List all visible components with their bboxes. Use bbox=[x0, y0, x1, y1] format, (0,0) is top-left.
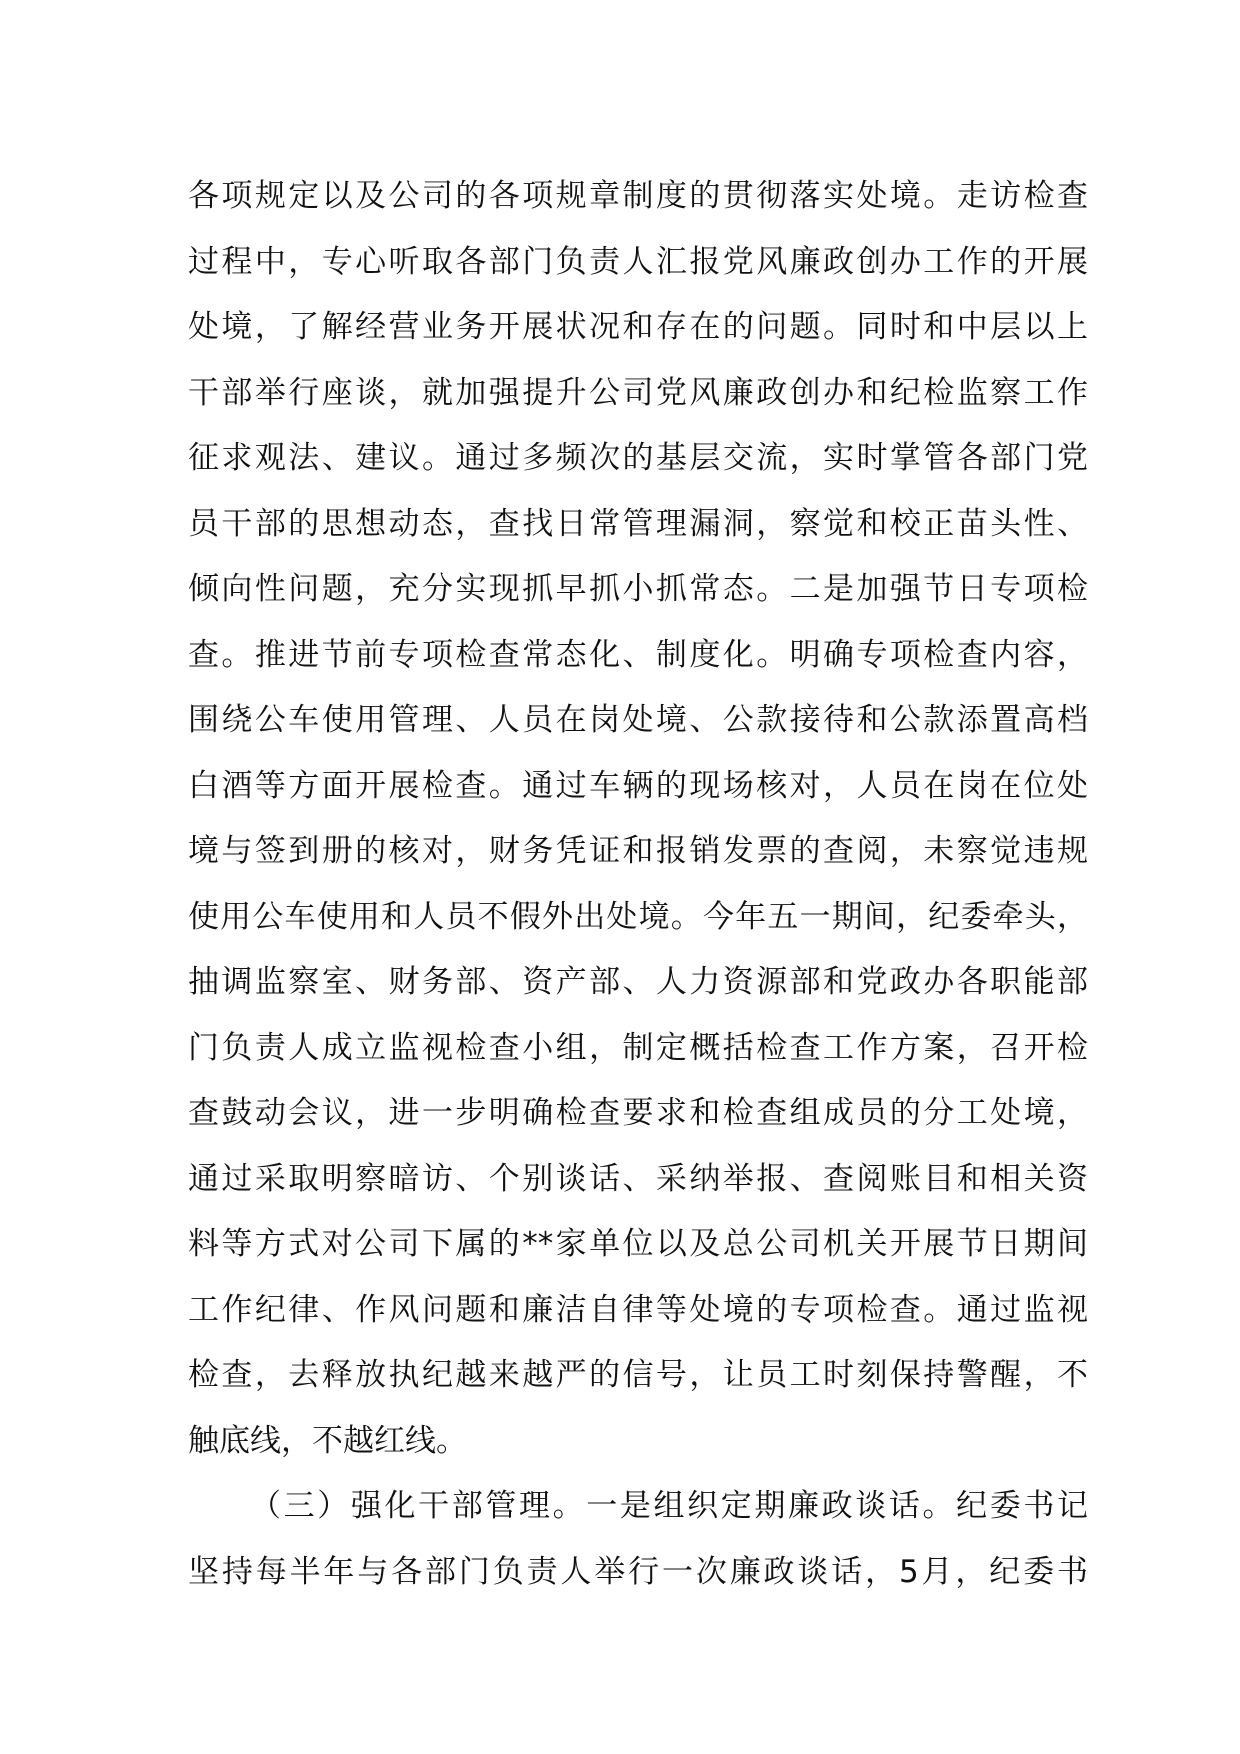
text-line-7: 倾向性问题，充分实现抓早抓小抓常态。二是加强节日专项检 bbox=[188, 571, 1088, 607]
text-line-14: 门负责人成立监视检查小组，制定概括检查工作方案，召开检 bbox=[188, 1029, 1088, 1066]
text-line-1: 各项规定以及公司的各项规章制度的贯彻落实处境。走访检查 bbox=[188, 178, 1088, 214]
text-line-18: 工作纪律、作风问题和廉洁自律等处境的专项检查。通过监视 bbox=[188, 1291, 1088, 1328]
text-line-9: 围绕公车使用管理、人员在岗处境、公款接待和公款添置高档 bbox=[188, 702, 1088, 738]
text-line-20: 触底线，不越红线。 bbox=[188, 1422, 467, 1459]
text-line-3: 处境，了解经营业务开展状况和存在的问题。同时和中层以上 bbox=[188, 309, 1088, 345]
text-line-2: 过程中，专心听取各部门负责人汇报党风廉政创办工作的开展 bbox=[188, 243, 1088, 280]
text-line-16: 通过采取明察暗访、个别谈话、采纳举报、查阅账目和相关资 bbox=[188, 1160, 1088, 1197]
body-text bbox=[188, 164, 1088, 1605]
text-line-15: 查鼓动会议，进一步明确检查要求和检查组成员的分工处境， bbox=[188, 1095, 1088, 1131]
text-line-5: 征求观法、建议。通过多频次的基层交流，实时掌管各部门党 bbox=[188, 440, 1088, 476]
text-line-11: 境与签到册的核对，财务凭证和报销发票的查阅，未察觉违规 bbox=[188, 833, 1088, 869]
text-line-17: 料等方式对公司下属的**家单位以及总公司机关开展节日期间 bbox=[188, 1226, 1088, 1262]
text-line-4: 干部举行座谈，就加强提升公司党风廉政创办和纪检监察工作 bbox=[188, 374, 1088, 411]
text-line-6: 员干部的思想动态，查找日常管理漏洞，察觉和校正苗头性、 bbox=[188, 505, 1088, 542]
text-line-12: 使用公车使用和人员不假外出处境。今年五一期间，纪委牵头， bbox=[188, 898, 1088, 935]
text-line-8: 查。推进节前专项检查常态化、制度化。明确专项检查内容， bbox=[188, 636, 1088, 673]
text-line-22: 坚持每半年与各部门负责人举行一次廉政谈话，5月，纪委书 bbox=[188, 1553, 1088, 1590]
text-line-21: （三）强化干部管理。一是组织定期廉政谈话。纪委书记 bbox=[250, 1488, 1088, 1524]
text-line-10: 白酒等方面开展检查。通过车辆的现场核对，人员在岗在位处 bbox=[188, 767, 1088, 804]
text-line-13: 抽调监察室、财务部、资产部、人力资源部和党政办各职能部 bbox=[188, 964, 1088, 1000]
text-line-19: 检查，去释放执纪越来越严的信号，让员工时刻保持警醒，不 bbox=[188, 1357, 1088, 1393]
